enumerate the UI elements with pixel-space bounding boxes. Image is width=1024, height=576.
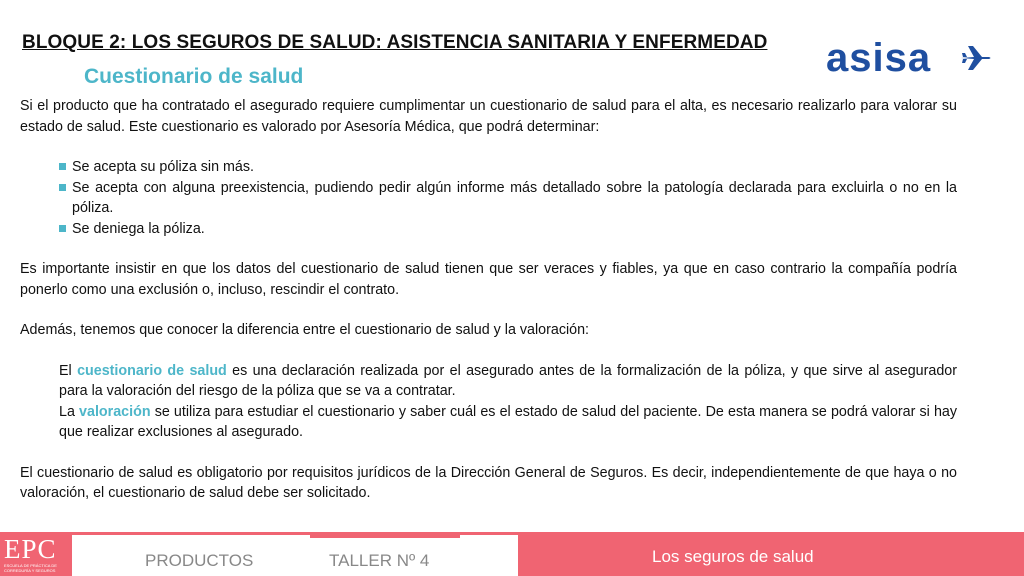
intro-paragraph: Si el producto que ha contratado el asegurado requiere cumplimentar un cuestionario de salud para el alta, es necesario realizarlo para valorar su estado de salud. Este cuestionario es valorado por Asesoría Médica, que podrá determinar: — [20, 98, 957, 135]
footer-bar — [0, 532, 1024, 576]
svg-text:asisa: asisa — [826, 36, 932, 80]
definition-valoracion: La valoración se utiliza para estudiar el cuestionario y saber cuál es el estado de salud del paciente. De esta manera se podrá valorar si hay que realizar exclusiones al asegurado. — [59, 403, 958, 440]
term-cuestionario: cuestionario de salud — [77, 362, 227, 379]
divider — [310, 535, 460, 538]
obligation-paragraph: El cuestionario de salud es obligatorio por requisitos jurídicos de la Dirección General de Seguros. Es decir, independientemente de que haya o no valoración, el cuestionario de salud debe ser solicitado. — [20, 464, 957, 501]
plane-icon — [961, 46, 991, 70]
importance-paragraph: Es importante insistir en que los datos del cuestionario de salud tienen que ser veraces y fiables, ya que en caso contrario la compañía podría ponerlo como una exclusión o, incluso, rescindir el contrato. — [20, 261, 957, 298]
difference-paragraph: Además, tenemos que conocer la diferencia entre el cuestionario de salud y la valoración: — [20, 322, 590, 338]
list-item: Se deniega la póliza. — [72, 219, 957, 240]
outcomes-list — [20, 157, 957, 239]
term-valoracion: valoración — [79, 403, 151, 420]
footer-nav-area — [72, 535, 518, 576]
epc-logo: EPC ESCUELA DE PRÁCTICA DE CORREDURÍA Y SEGUROS — [0, 532, 72, 576]
list-item: Se acepta su póliza sin más. — [72, 157, 957, 178]
slide-subtitle: Cuestionario de salud — [84, 65, 304, 88]
asisa-logo — [826, 36, 991, 80]
nav-productos[interactable]: PRODUCTOS — [145, 551, 254, 570]
slide-body — [20, 96, 957, 504]
nav-taller[interactable]: TALLER Nº 4 — [329, 551, 430, 570]
slide-title: BLOQUE 2: LOS SEGUROS DE SALUD: ASISTENCIA SANITARIA Y ENFERMEDAD — [22, 32, 768, 53]
section-label: Los seguros de salud — [652, 547, 814, 566]
list-item: Se acepta con alguna preexistencia, pudiendo pedir algún informe más detallado sobre la patología declarada para excluirla o no en la póliza. — [72, 178, 957, 219]
definition-cuestionario: El cuestionario de salud es una declaración realizada por el asegurado antes de la formalización de la póliza, y que sirve al asegurador para la valoración del riesgo de la póliza que se va a contratar. — [59, 362, 958, 399]
